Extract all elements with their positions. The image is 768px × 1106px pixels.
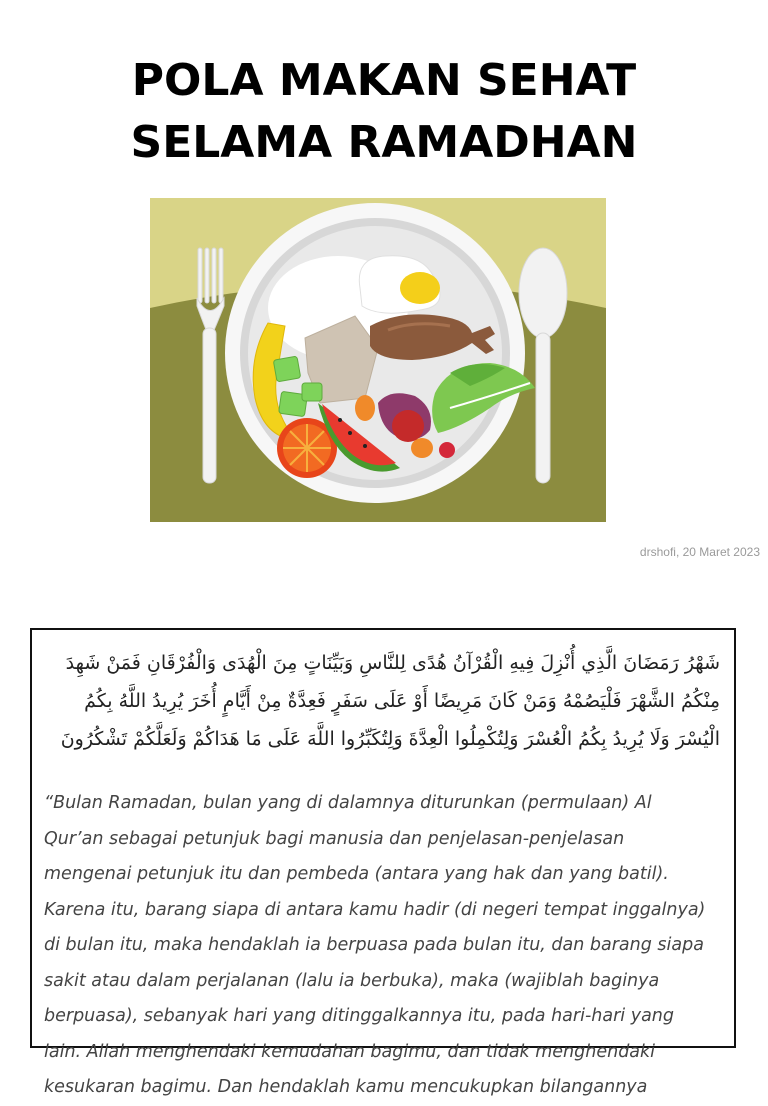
title-line-2: SELAMA RAMADHAN (130, 117, 638, 168)
verse-translation: “Bulan Ramadan, bulan yang di dalamnya diturunkan (permulaan) Al Qur’an sebagai petunjuk bagi manusia dan penjelasan-penjelasan mengenai petunjuk itu dan pembeda (antara yang hak dan yang batil). Karena itu, barang siapa di antara kamu hadir (di negeri tempat inggalnya) di bulan itu, maka hendaklah ia berpuasa pada bulan itu, dan barang siapa sakit atau dalam perjalanan (lalu ia berbuka), maka (wajiblah baginya berpuasa), sebanyak hari yang ditinggalkannya itu, pada hari-hari yang lain. Allah menghendaki kemudahan bagimu, dan tidak menghendaki kesukaran bagimu. Dan hendaklah kamu mencukupkan bilangannya (44, 793, 706, 1097)
arabic-verse: شَهْرُ رَمَضَانَ الَّذِي أُنْزِلَ فِيهِ الْقُرْآنُ هُدًى لِلنَّاسِ وَبَيِّنَاتٍ مِنَ الْهُدَى وَالْفُرْقَانِ فَمَنْ شَهِدَ مِنْكُمُ الشَّهْرَ فَلْيَصُمْهُ وَمَنْ كَانَ مَرِيضًا أَوْ عَلَى سَفَرٍ فَعِدَّةٌ مِنْ أَيَّامٍ أُخَرَ يُرِيدُ اللَّهُ بِكُمُ الْيُسْرَ وَلَا يُرِيدُ بِكُمُ الْعُسْرَ وَلِتُكْمِلُوا الْعِدَّةَ وَلِتُكَبِّرُوا اللَّهَ عَلَى مَا هَدَاكُمْ وَلَعَلَّكُمْ تَشْكُرُونَ (60, 652, 720, 750)
healthy-plate-illustration (150, 198, 606, 522)
title-line-1: POLA MAKAN SEHAT (131, 55, 637, 106)
author-date: drshofi, 20 Maret 2023 (639, 545, 760, 559)
page-title (0, 50, 768, 174)
quran-verse-box (30, 628, 736, 1097)
